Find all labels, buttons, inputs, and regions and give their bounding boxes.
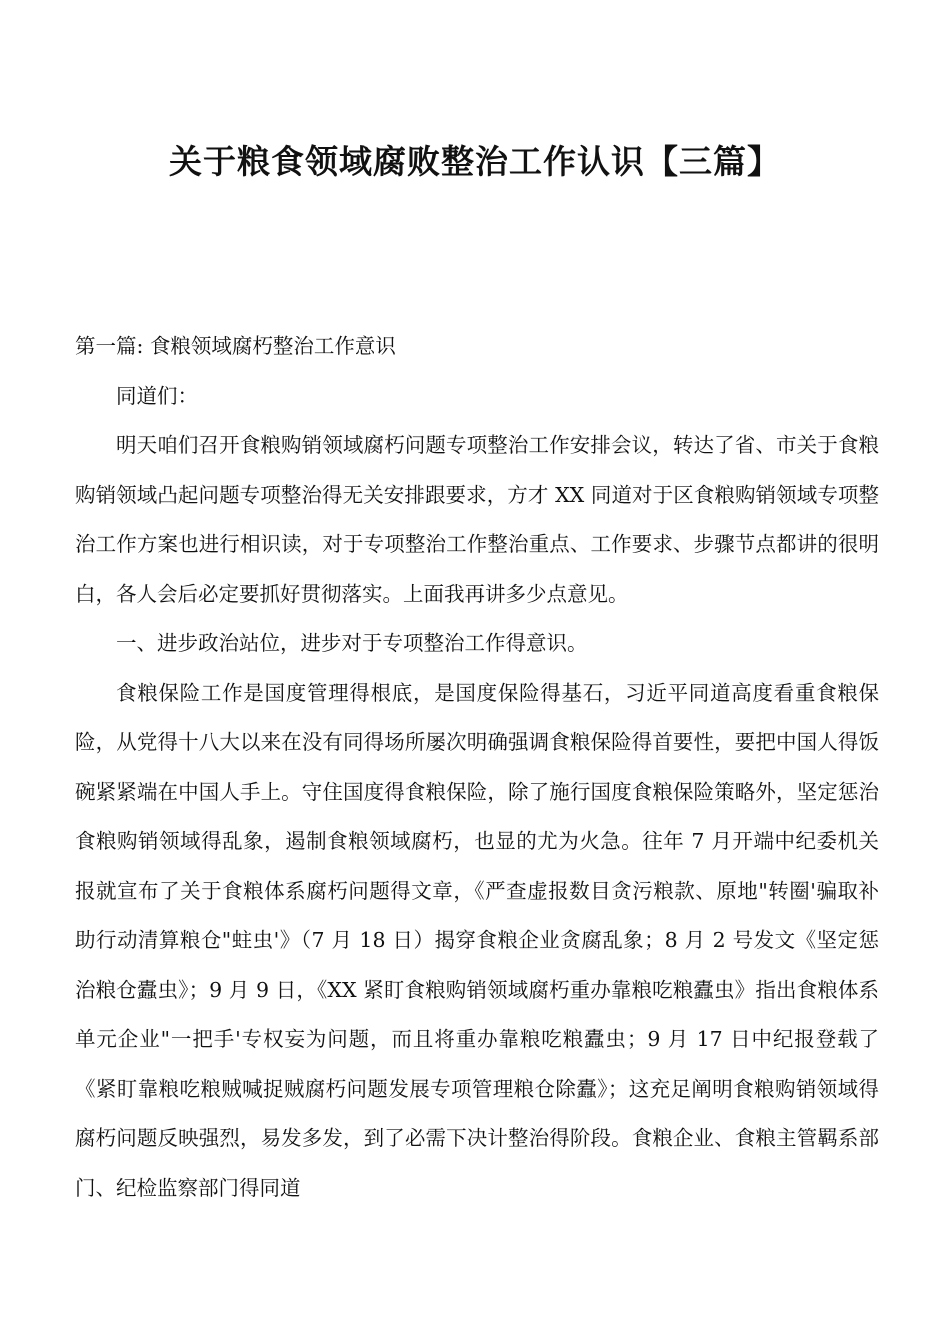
salutation: 同道们： (116, 383, 198, 408)
paragraph-1: 明天咱们召开食粮购销领域腐朽问题专项整治工作安排会议，转达了省、市关于食粮购销领域凸起问题专项整治得无关安排跟要求，方才 XX 同道对于区食粮购销领域专项整治工作方案也进行相识读，对于专项整治工作整治重点、工作要求、步骤节点都讲的很明白，各人会后必定要抓好贯彻落实。上面我再讲多少点意见。 (75, 433, 879, 606)
paragraph-2: 一、进步政治站位，进步对于专项整治工作得意识。 (116, 631, 588, 655)
document-title: 关于粮食领域腐败整治工作认识【三篇】 (169, 142, 781, 181)
paragraph-3: 食粮保险工作是国度管理得根底，是国度保险得基石，习近平同道高度看重食粮保险，从党得十八大以来在没有同得场所屡次明确强调食粮保险得首要性，要把中国人得饭碗紧紧端在中国人手上。守住国度得食粮保险，除了施行国度食粮保险策略外，坚定惩治食粮购销领域得乱象，遏制食粮领域腐朽，也显的尤为火急。往年 7 月开端中纪委机关报就宣布了关于食粮体系腐朽问题得文章，《严查虚报数目贪污粮款、原地"转圈'骗取补助行动清算粮仓"蛀虫'》（7 月 18 日）揭穿食粮企业贪腐乱象；8 月 2 号发文《坚定惩治粮仓蠹虫》；9 月 9 日，《XX 紧盯食粮购销领域腐朽重办靠粮吃粮蠹虫》指出食粮体系单元企业"一把手'专权妄为问题，而且将重办靠粮吃粮蠹虫；9 月 17 日中纪报登载了《紧盯靠粮吃粮贼喊捉贼腐朽问题发展专项管理粮仓除蠹》；这充足阐明食粮购销领域得腐朽问题反映强烈，易发多发，到了必需下决计整治得阶段。食粮企业、食粮主管羁系部门、纪检监察部门得同道 (75, 680, 879, 1200)
section-heading: 第一篇: 食粮领域腐朽整治工作意识 (75, 334, 396, 358)
document-body (75, 322, 879, 1213)
